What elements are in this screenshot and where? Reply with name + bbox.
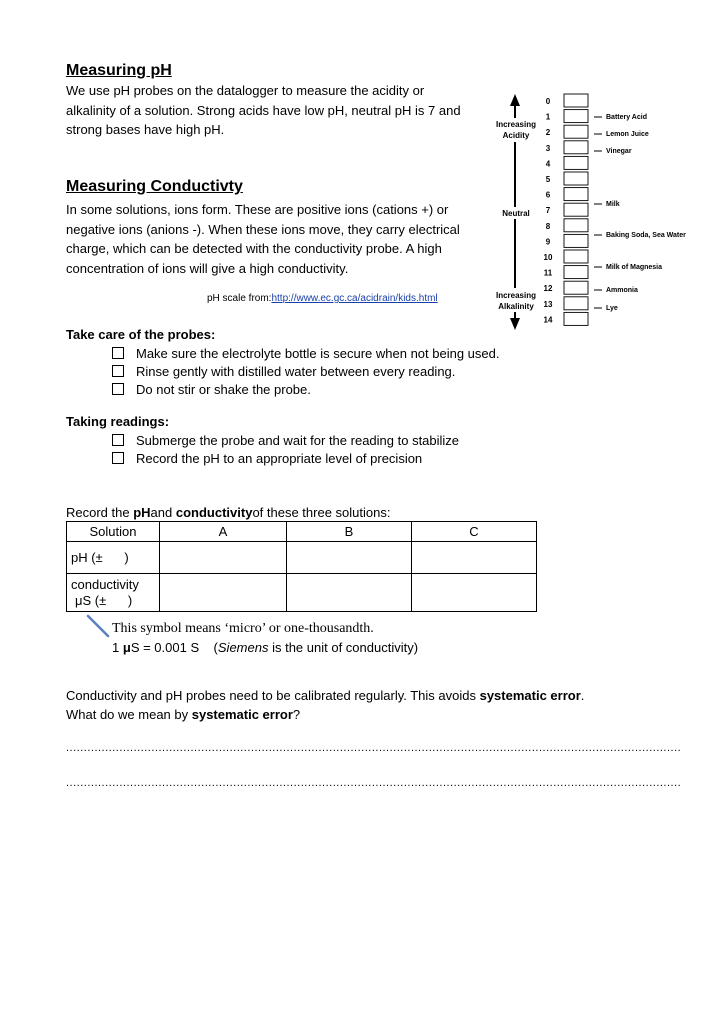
ph-number: 12 [543,284,553,294]
increasing-alkalinity-label-1: Increasing [495,291,537,300]
checkbox-icon[interactable] [112,347,124,359]
ph-scale-credit [207,293,438,304]
record-post: of these three solutions: [252,505,391,520]
note-part: S = 0.001 S ( [130,640,218,655]
ph-box [564,219,588,232]
answer-line[interactable]: ............................................................................................................................................................................. [66,742,682,754]
probe-care-list [112,344,500,398]
arrow-up-icon [510,94,520,106]
neutral-label: Neutral [502,209,530,218]
ph-box [564,250,588,263]
cal-part: . [580,688,585,703]
checklist-text: Rinse gently with distilled water between every reading. [136,363,456,379]
probe-care-title: Take care of the probes: [66,327,216,342]
example-lemon-juice: Lemon Juice [606,131,649,138]
pointer-line [84,612,114,642]
ph-box [564,234,588,247]
checkbox-icon[interactable] [112,383,124,395]
checklist-item[interactable] [112,431,459,449]
note-mu: μ [122,640,131,655]
ph-number: 1 [545,112,551,122]
row-ph-label: pH (± ) [67,542,160,574]
example-vinegar: Vinegar [606,148,632,155]
credit-prefix: pH scale from: [207,293,272,304]
checkbox-icon[interactable] [112,452,124,464]
cell-cond-b[interactable] [287,574,412,612]
ph-number: 0 [545,97,551,106]
checkbox-icon[interactable] [112,434,124,446]
ph-number: 4 [545,159,551,169]
cell-cond-a[interactable] [160,574,287,612]
checklist-text: Submerge the probe and wait for the reading to stabilize [136,432,460,448]
ph-box [564,156,588,169]
ph-description [66,81,486,140]
checklist-item[interactable] [112,380,500,398]
cal-bold: systematic error [479,688,581,703]
record-ph: pH [133,505,151,520]
readings-list [112,431,459,467]
cell-ph-a[interactable] [160,542,287,574]
ph-number: 9 [545,237,551,247]
checkbox-icon[interactable] [112,365,124,377]
micro-definition [112,640,418,655]
ph-box [564,125,588,138]
ph-box [564,110,588,123]
ph-box [564,141,588,154]
cell-ph-c[interactable] [412,542,537,574]
record-and: and [150,505,176,520]
answer-line[interactable]: ............................................................................................................................................................................. [66,777,682,789]
example-ammonia: Ammonia [606,287,638,294]
record-conductivity: conductivity [175,505,253,520]
results-table [66,521,537,612]
table-header-row [67,522,537,542]
checklist-item[interactable] [112,344,500,362]
conductivity-description [66,200,486,278]
conductivity-label-line2: μS (± ) [75,592,133,608]
ph-box [564,172,588,185]
micro-note: This symbol means ‘micro’ or one-thousandth. [112,621,374,636]
ph-line: strong bases have high pH. [66,122,225,137]
conductivity-line: concentration of ions will give a high conductivity. [66,260,349,276]
note-part: is the unit of conductivity) [268,640,419,655]
ph-number: 2 [545,128,551,138]
arrow-down-icon [510,318,520,330]
conductivity-line: In some solutions, ions form. These are positive ions (cations +) or [66,202,449,217]
ph-number: 8 [545,221,551,231]
calibration-text [66,686,584,724]
ph-box [564,203,588,216]
ph-box [564,281,588,294]
conductivity-line: charge, which can be detected with the conductivity probe. A high [66,241,442,256]
checklist-text: Make sure the electrolyte bottle is secure when not being used. [136,345,500,361]
table-row [67,542,537,574]
increasing-alkalinity-label-2: Alkalinity [498,302,534,311]
header-c: C [412,522,537,542]
ph-box [564,312,588,325]
ph-line: We use pH probes on the datalogger to measure the acidity or [66,83,425,98]
ph-scale-rows [544,94,588,325]
header-solution: Solution [67,522,160,542]
ph-number: 7 [545,206,551,216]
record-pre: Record the [66,505,134,520]
checklist-item[interactable] [112,449,459,467]
example-milk: Milk [606,201,620,208]
ph-number: 10 [543,253,553,262]
credit-link[interactable]: http://www.ec.gc.ca/acidrain/kids.html [271,293,438,304]
ph-heading: Measuring pH [66,62,172,79]
ph-number: 14 [543,315,553,325]
cal-part: What do we mean by [66,707,192,722]
ph-box [564,297,588,310]
example-battery-acid: Battery Acid [606,114,647,121]
row-conductivity-label [67,574,160,612]
ph-number: 3 [545,143,551,153]
conductivity-heading: Measuring Conductivty [66,178,243,195]
cell-cond-c[interactable] [412,574,537,612]
note-siemens: Siemens [217,640,269,655]
header-a: A [160,522,287,542]
ph-number: 13 [543,299,553,309]
cal-bold: systematic error [191,707,293,722]
checklist-text: Record the pH to an appropriate level of precision [136,450,423,466]
increasing-acidity-label-1: Increasing [495,120,537,129]
ph-number: 5 [545,175,551,184]
cell-ph-b[interactable] [287,542,412,574]
ph-box [564,188,588,201]
header-b: B [287,522,412,542]
checklist-item[interactable] [112,362,500,380]
ph-scale-figure [480,88,720,338]
readings-title: Taking readings: [66,414,170,429]
increasing-acidity-label-2: Acidity [502,131,530,140]
example-lye: Lye [606,305,618,312]
example-baking-soda: Baking Soda, Sea Water [606,232,686,239]
record-instruction [66,505,390,520]
ph-examples [594,114,686,312]
checklist-text: Do not stir or shake the probe. [136,381,311,397]
ph-number: 11 [543,268,553,278]
example-milk-of-magnesia: Milk of Magnesia [606,264,663,271]
ph-line: alkalinity of a solution. Strong acids have low pH, neutral pH is 7 and [66,102,461,118]
note-part: 1 [112,640,123,655]
cal-part: Conductivity and pH probes need to be calibrated regularly. This avoids [66,688,480,703]
cal-part: ? [292,707,301,722]
ph-number: 6 [545,190,551,200]
conductivity-line: negative ions (anions -). When these ions move, they carry electrical [66,221,460,237]
ph-box [564,94,588,107]
ph-box [564,266,588,279]
table-row [67,574,537,612]
conductivity-label-line1: conductivity [71,576,139,592]
